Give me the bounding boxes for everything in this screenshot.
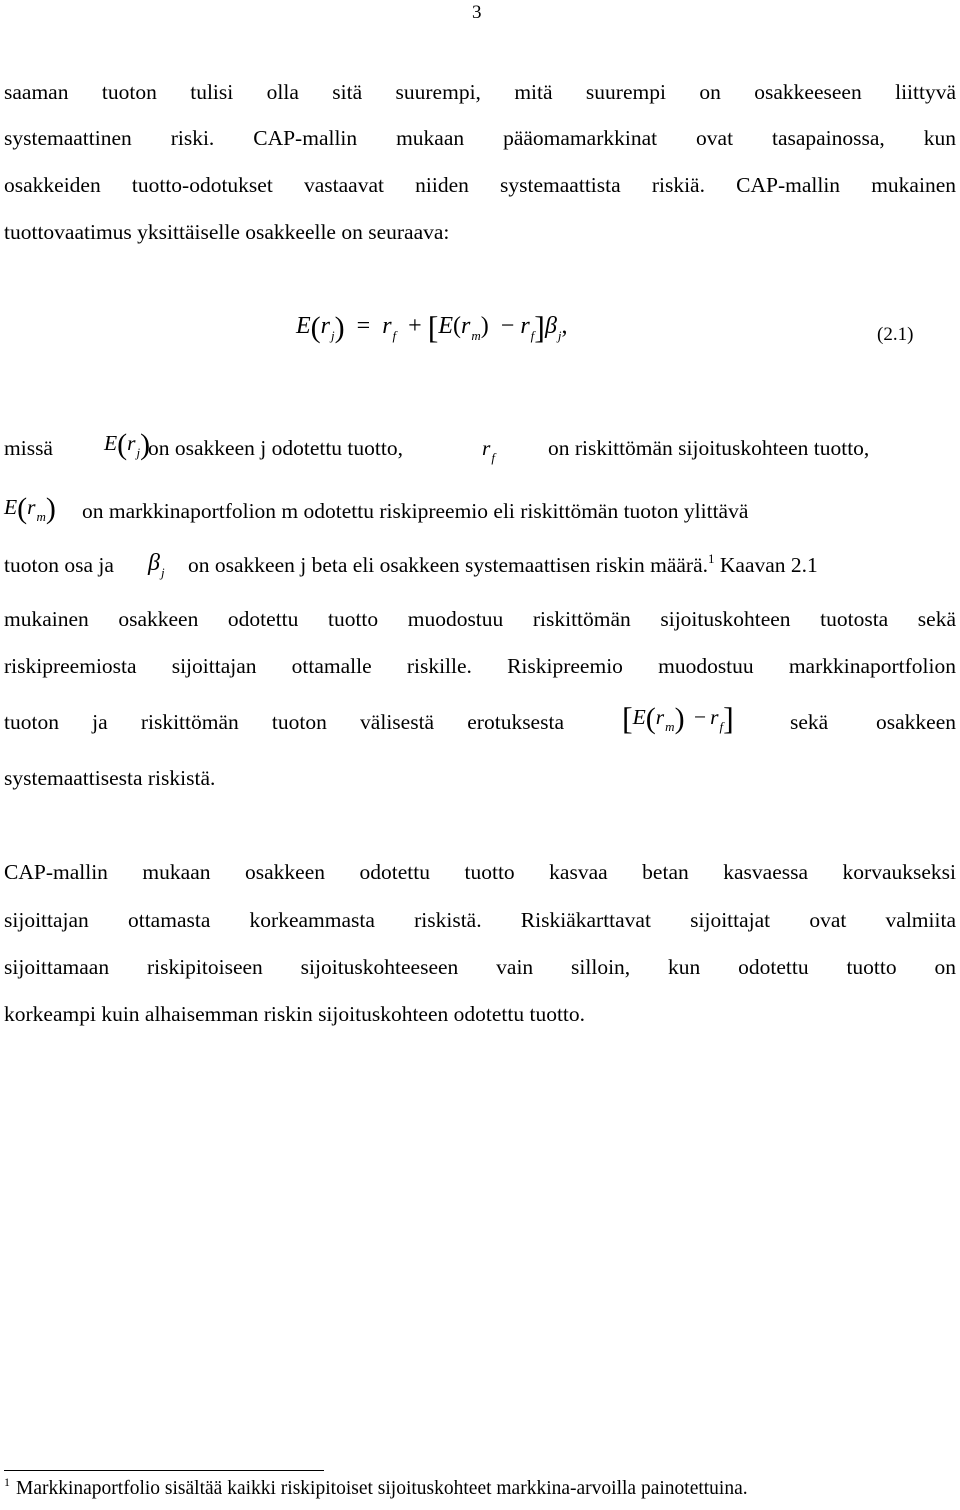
p2-rparen2: ) — [45, 492, 56, 525]
eq-sub-m: m — [471, 328, 481, 343]
p2-E-rj — [104, 428, 150, 462]
p2-E-rm — [4, 492, 56, 526]
p2-sub-j: j — [136, 445, 141, 460]
eq-minus: − — [500, 313, 515, 339]
p2-line-6-before: tuoton ja riskittömän tuoton välisestä erotuksesta — [4, 710, 564, 734]
p2-sub-m3: m — [665, 719, 675, 734]
p2-rf — [482, 436, 495, 465]
p2-rbracket: ] — [723, 700, 734, 736]
p2-E: E — [104, 431, 118, 455]
p2-rf-sub: f — [491, 450, 495, 465]
eq-r: r — [320, 313, 331, 339]
p2-text-after-erm: on markkinaportfolion m odotettu riskipreemio eli riskittömän tuoton ylittävä — [82, 499, 749, 523]
footnote-ref[interactable]: 1 — [708, 551, 715, 566]
p2-beta: β — [148, 550, 160, 576]
eq-rbracket: ] — [534, 309, 545, 345]
eq-equals: = — [356, 313, 371, 339]
p2-bracket-expr — [622, 700, 734, 737]
p2-E2: E — [4, 495, 18, 519]
equation-number: (2.1) — [877, 324, 914, 345]
eq-lparen-m: ( — [453, 313, 462, 339]
footnote — [4, 1475, 748, 1500]
p2-lparen: ( — [117, 428, 128, 461]
p2-sub-f4: f — [719, 719, 724, 734]
eq-E-m: E — [438, 313, 454, 339]
p2-rf-r: r — [482, 436, 491, 460]
eq-sub-f2: f — [530, 328, 535, 343]
p2-lparen2: ( — [17, 492, 28, 525]
p2-text-after-beta — [188, 553, 818, 578]
eq-lbracket: [ — [427, 309, 439, 345]
paragraph-3-line-3: sijoittamaan riskipitoiseen sijoituskohteeseen vain silloin, kun odotettu tuotto on — [4, 955, 956, 979]
p2-kaavan: Kaavan 2.1 — [719, 553, 818, 577]
footnote-marker: 1 — [4, 1475, 10, 1489]
p2-lbracket: [ — [622, 700, 633, 736]
capm-equation — [296, 309, 568, 346]
eq-sub-f: f — [392, 328, 397, 343]
eq-rparen-m: ) — [480, 313, 489, 339]
p2-r2: r — [27, 495, 36, 519]
p2-sub-m: m — [36, 509, 46, 524]
p2-beta-sub: j — [160, 565, 165, 580]
paragraph-3-line-4: korkeampi kuin alhaisemman riskin sijoituskohteen odotettu tuotto. — [4, 1002, 586, 1026]
p2-r3: r — [655, 705, 665, 729]
eq-comma: , — [561, 313, 568, 339]
paragraph-1-line-2: systemaattinen riski. CAP-mallin mukaan pääomamarkkinat ovat tasapainossa, kun — [4, 126, 956, 150]
eq-sub-j2: j — [557, 328, 562, 343]
p2-tuoton-osa-ja: tuoton osa ja — [4, 553, 114, 577]
p2-rparen3: ) — [674, 702, 685, 735]
p2-rparen: ) — [140, 428, 151, 461]
eq-rparen: ) — [334, 311, 345, 344]
p2-line-6-after: sekä osakkeen — [790, 710, 956, 734]
p2-missa: missä — [4, 436, 53, 460]
eq-r-f2: r — [520, 313, 530, 339]
page-number: 3 — [472, 2, 482, 23]
paragraph-3-line-2: sijoittajan ottamasta korkeammasta riskistä. Riskiäkarttavat sijoittajat ovat valmiita — [4, 908, 956, 932]
eq-lparen: ( — [310, 311, 321, 344]
eq-beta: β — [544, 313, 557, 339]
p2-beta-j — [148, 550, 165, 580]
p2-text-after-rf: on riskittömän sijoituskohteen tuotto, — [548, 436, 870, 460]
eq-sub-j: j — [331, 328, 335, 343]
paragraph-1-line-1: saaman tuoton tulisi olla sitä suurempi, mitä suurempi on osakkeeseen liittyvä — [4, 80, 956, 104]
eq-r-f: r — [382, 313, 392, 339]
p2-line-7: systemaattisesta riskistä. — [4, 766, 216, 790]
eq-r-m: r — [461, 313, 471, 339]
p2-beta-text: on osakkeen j beta eli osakkeen systemaattisen riskin määrä. — [188, 553, 709, 577]
eq-E: E — [296, 313, 311, 339]
paragraph-3-line-1: CAP-mallin mukaan osakkeen odotettu tuotto kasvaa betan kasvaessa korvaukseksi — [4, 860, 956, 884]
p2-minus: − — [693, 705, 707, 729]
eq-plus: + — [408, 313, 422, 339]
footnote-text: Markkinaportfolio sisältää kaikki riskipitoiset sijoituskohteet markkina-arvoilla painotettuina. — [16, 1478, 748, 1499]
p2-line-4: mukainen osakkeen odotettu tuotto muodostuu riskittömän sijoituskohteen tuotosta sekä — [4, 607, 956, 631]
p2-text-after-erj: on osakkeen j odotettu tuotto, — [148, 436, 403, 460]
paragraph-1-line-4: tuottovaatimus yksittäiselle osakkeelle on seuraava: — [4, 220, 450, 244]
paragraph-1-line-3: osakkeiden tuotto-odotukset vastaavat niiden systemaattista riskiä. CAP-mallin mukainen — [4, 173, 956, 197]
p2-E3: E — [632, 705, 646, 729]
p2-r: r — [127, 431, 136, 455]
p2-lparen3: ( — [645, 702, 656, 735]
p2-r4: r — [710, 705, 719, 729]
p2-line-5: riskipreemiosta sijoittajan ottamalle riskille. Riskipreemio muodostuu markkinaportfolion — [4, 654, 956, 678]
footnote-divider — [4, 1470, 324, 1471]
